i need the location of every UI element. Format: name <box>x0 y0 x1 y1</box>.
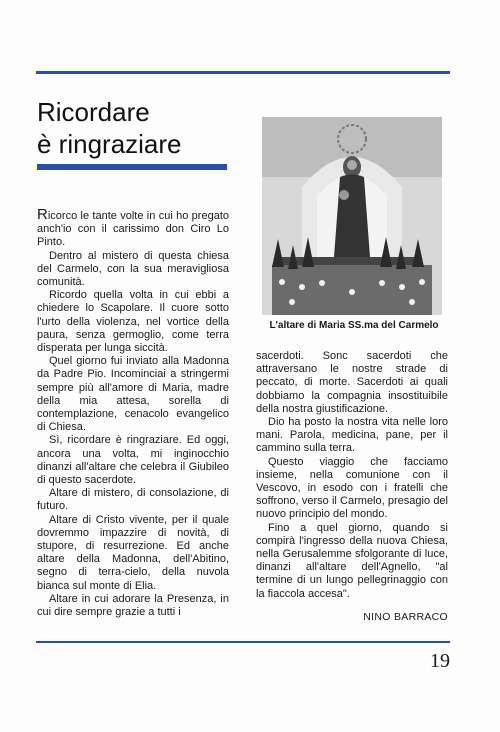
title-line-2: è ringraziare <box>37 129 182 159</box>
paragraph: Ricordo quella volta in cui ebbi a chiedere lo Scapolare. Il cuore sotto l'urto della violenza, nel vortice della paura, senza germoglio, come terra disperata per lunga siccità. <box>37 289 229 355</box>
paragraph: Quel giorno fui inviato alla Madonna da Padre Pio. Incominciai a stringermi sempre più all'amore di Maria, madre della mia attesa, sorella di contemplazione, cenacolo evangelico di Chiesa. <box>37 355 229 434</box>
altar-illustration <box>262 117 442 315</box>
title-underline-bar <box>37 164 227 170</box>
left-column <box>37 208 229 619</box>
paragraph: Questo viaggio che facciamo insieme, nella comunione con il Vescovo, in esodo con i fratelli che soffrono, verso il Carmelo, presagio del nuovo principio del mondo. <box>256 455 448 521</box>
paragraph: Dentro al mistero di questa chiesa del Carmelo, con la sua meravigliosa comunità. <box>37 249 229 289</box>
dropcap: R <box>37 206 48 223</box>
paragraph: Fino a quel giorno, quando si compirà l'ingresso della nuova Chiesa, nella Gerusalemme sfolgorante di luce, dinanzi all'altare dell'Agnello, "al termine di un lungo pellegrinaggio con la fiaccola accesa". <box>256 521 448 600</box>
paragraph: Ricorco le tante volte in cui ho pregato anch'io con il carissimo don Ciro Lo Pinto. <box>37 206 229 249</box>
paragraph: Sì, ricordare è ringraziare. Ed oggi, ancora una volta, mi inginocchio dinanzi all'altare che celebra il Giubileo di questo sacerdote. <box>37 434 229 487</box>
paragraph: Altare di mistero, di consolazione, di futuro. <box>37 487 229 513</box>
paragraph: Altare di Cristo vivente, per il quale dovremmo impazzire di novità, di stupore, di resurrezione. Ed anche altare della Madonna, dell'Abitino, segno di terra-cielo, della nuvola bianca sul monte di Elia. <box>37 513 229 592</box>
paragraph: Dio ha posto la nostra vita nelle loro mani. Parola, medicina, pane, per il cammino sulla terra. <box>256 416 448 455</box>
paragraph: sacerdoti. Sonc sacerdoti che attraversano le nostre strade di peccato, di morte. Sacerdoti ai quali dobbiamo la compagnia insostituibile della nostra giustificazione. <box>256 350 448 415</box>
altar-photo <box>262 117 442 315</box>
bottom-rule <box>36 641 450 643</box>
paragraph: Altare in cui adorare la Presenza, in cui dire sempre grazie a tutti i <box>37 592 229 619</box>
title-line-1: Ricordare <box>37 97 150 127</box>
page-number: 19 <box>430 650 450 672</box>
right-column <box>256 350 448 601</box>
top-rule <box>36 71 450 74</box>
photo-caption: L'altare di Maria SS.ma del Carmelo <box>269 320 439 331</box>
author-signature: NINO BARRACO <box>363 611 448 623</box>
article-title <box>37 96 237 160</box>
